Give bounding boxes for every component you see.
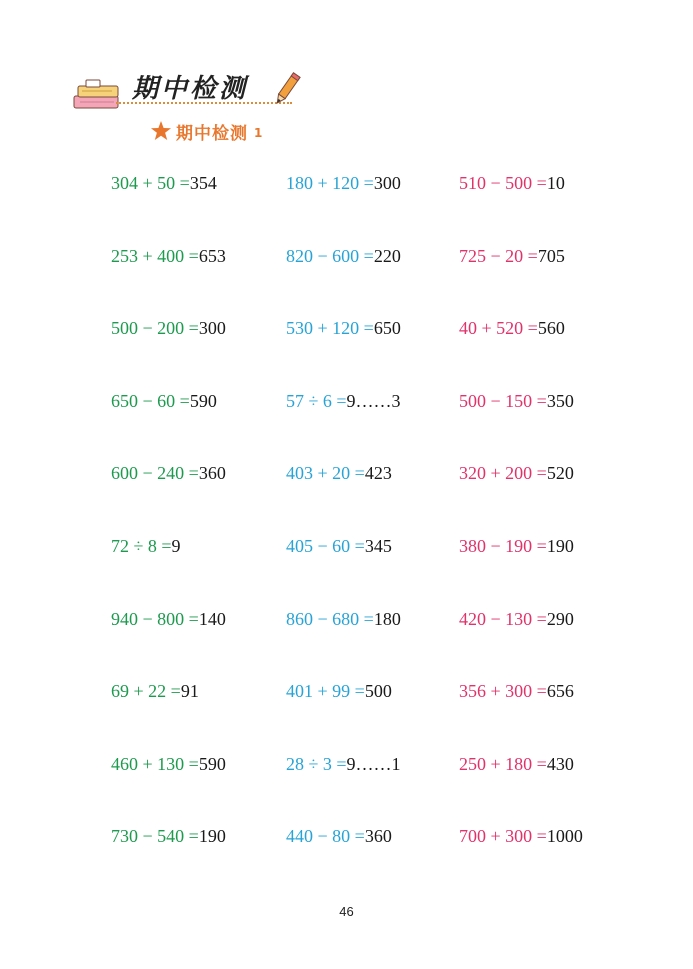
problem-item bbox=[111, 462, 226, 484]
problem-item bbox=[111, 317, 226, 339]
problem-row bbox=[111, 386, 631, 459]
problem-row bbox=[111, 749, 631, 822]
problem-expression: 860 − 680 = bbox=[286, 608, 374, 629]
problem-expression: 440 − 80 = bbox=[286, 826, 365, 847]
problem-answer: 9……3 bbox=[346, 390, 401, 411]
problem-expression: 500 − 150 = bbox=[459, 390, 547, 411]
problem-answer: 91 bbox=[180, 681, 199, 702]
problem-answer: 520 bbox=[546, 463, 574, 484]
problem-item bbox=[286, 317, 401, 339]
problem-item bbox=[111, 390, 217, 412]
problem-expression: 650 − 60 = bbox=[111, 390, 190, 411]
problem-expression: 405 − 60 = bbox=[286, 535, 365, 556]
problem-answer: 590 bbox=[189, 390, 217, 411]
problem-expression: 500 − 200 = bbox=[111, 318, 199, 339]
problem-item bbox=[286, 535, 392, 557]
problem-expression: 940 − 800 = bbox=[111, 608, 199, 629]
problem-row bbox=[111, 313, 631, 386]
problem-row bbox=[111, 821, 631, 894]
problem-expression: 28 ÷ 3 = bbox=[286, 753, 347, 774]
problem-answer: 430 bbox=[546, 753, 574, 774]
problem-expression: 320 + 200 = bbox=[459, 463, 547, 484]
problem-item bbox=[459, 535, 574, 557]
problem-item bbox=[286, 462, 392, 484]
problem-answer: 590 bbox=[198, 753, 226, 774]
problem-answer: 190 bbox=[546, 535, 574, 556]
problem-answer: 300 bbox=[198, 318, 226, 339]
problem-answer: 290 bbox=[546, 608, 574, 629]
problem-expression: 69 + 22 = bbox=[111, 681, 181, 702]
problem-item bbox=[459, 462, 574, 484]
problem-expression: 460 + 130 = bbox=[111, 753, 199, 774]
problem-item bbox=[286, 825, 392, 847]
problem-item bbox=[111, 753, 226, 775]
problem-answer: 9 bbox=[171, 535, 181, 556]
problem-answer: 360 bbox=[198, 463, 226, 484]
problem-item bbox=[111, 172, 217, 194]
problem-grid bbox=[111, 168, 631, 894]
section-header bbox=[72, 66, 312, 112]
problem-answer: 653 bbox=[198, 245, 226, 266]
problem-item bbox=[459, 825, 583, 847]
books-icon bbox=[72, 78, 128, 112]
problem-expression: 304 + 50 = bbox=[111, 173, 190, 193]
page-title: 期中检测 bbox=[132, 74, 249, 104]
problem-answer: 9……1 bbox=[346, 753, 401, 774]
problem-item bbox=[286, 245, 401, 267]
problem-row bbox=[111, 458, 631, 531]
problem-item bbox=[111, 825, 226, 847]
problem-expression: 380 − 190 = bbox=[459, 535, 547, 556]
problem-row bbox=[111, 604, 631, 677]
problem-row bbox=[111, 168, 631, 241]
sub-section-header bbox=[150, 118, 262, 144]
star-icon bbox=[150, 120, 172, 142]
problem-expression: 510 − 500 = bbox=[459, 173, 547, 193]
problem-row bbox=[111, 531, 631, 604]
problem-expression: 530 + 120 = bbox=[286, 318, 374, 339]
problem-row bbox=[111, 676, 631, 749]
problem-answer: 140 bbox=[198, 608, 226, 629]
problem-item bbox=[286, 608, 401, 630]
problem-expression: 72 ÷ 8 = bbox=[111, 535, 172, 556]
problem-item bbox=[286, 753, 401, 775]
problem-item bbox=[459, 390, 574, 412]
problem-answer: 500 bbox=[364, 681, 392, 702]
problem-item bbox=[459, 753, 574, 775]
problem-item bbox=[286, 390, 401, 412]
pencil-icon bbox=[272, 70, 302, 108]
sub-section-number: 1 bbox=[254, 126, 263, 140]
problem-expression: 403 + 20 = bbox=[286, 463, 365, 484]
problem-expression: 180 + 120 = bbox=[286, 173, 374, 193]
problem-item bbox=[111, 608, 226, 630]
sub-section-title: 期中检测 bbox=[176, 123, 248, 144]
problem-answer: 220 bbox=[373, 245, 401, 266]
problem-expression: 420 − 130 = bbox=[459, 608, 547, 629]
problem-item bbox=[459, 608, 574, 630]
problem-expression: 600 − 240 = bbox=[111, 463, 199, 484]
problem-expression: 57 ÷ 6 = bbox=[286, 390, 347, 411]
problem-item bbox=[286, 680, 392, 702]
problem-expression: 730 − 540 = bbox=[111, 826, 199, 847]
problem-item bbox=[459, 317, 565, 339]
problem-answer: 650 bbox=[373, 318, 401, 339]
problem-answer: 656 bbox=[546, 681, 574, 702]
problem-answer: 10 bbox=[546, 173, 565, 193]
problem-expression: 253 + 400 = bbox=[111, 245, 199, 266]
problem-item bbox=[459, 172, 565, 194]
problem-answer: 354 bbox=[189, 173, 217, 193]
problem-answer: 180 bbox=[373, 608, 401, 629]
problem-answer: 190 bbox=[198, 826, 226, 847]
problem-item bbox=[459, 245, 565, 267]
page-number: 46 bbox=[339, 904, 354, 919]
problem-item bbox=[286, 172, 401, 194]
problem-answer: 423 bbox=[364, 463, 392, 484]
problem-expression: 40 + 520 = bbox=[459, 318, 538, 339]
problem-expression: 820 − 600 = bbox=[286, 245, 374, 266]
problem-answer: 360 bbox=[364, 826, 392, 847]
problem-answer: 560 bbox=[537, 318, 565, 339]
problem-answer: 705 bbox=[537, 245, 565, 266]
problem-expression: 401 + 99 = bbox=[286, 681, 365, 702]
problem-expression: 250 + 180 = bbox=[459, 753, 547, 774]
problem-item bbox=[111, 245, 226, 267]
problem-expression: 356 + 300 = bbox=[459, 681, 547, 702]
problem-item bbox=[111, 535, 181, 557]
problem-item bbox=[459, 680, 574, 702]
problem-row bbox=[111, 241, 631, 314]
problem-expression: 700 + 300 = bbox=[459, 826, 547, 847]
problem-expression: 725 − 20 = bbox=[459, 245, 538, 266]
problem-item bbox=[111, 680, 199, 702]
problem-answer: 1000 bbox=[546, 826, 583, 847]
problem-answer: 345 bbox=[364, 535, 392, 556]
problem-answer: 300 bbox=[373, 173, 401, 193]
problem-answer: 350 bbox=[546, 390, 574, 411]
